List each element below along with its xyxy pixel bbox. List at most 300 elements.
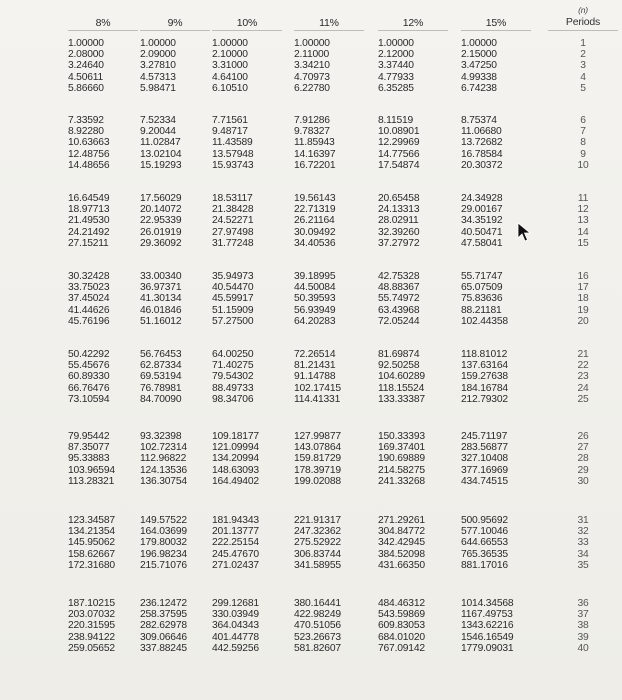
- header-divider: [140, 30, 210, 31]
- table-cell: 6.74238: [461, 82, 497, 94]
- period-number: 16: [577, 271, 589, 282]
- row-group: [461, 115, 531, 171]
- table-cell: 28.02911: [378, 215, 419, 227]
- table-cell: 13.02104: [140, 148, 182, 160]
- table-cell: 27.97498: [212, 226, 254, 238]
- row-group: [68, 515, 138, 571]
- table-cell: 16.78584: [461, 148, 503, 160]
- table-cell: 18.97713: [68, 204, 110, 216]
- table-cell: 283.56877: [461, 442, 508, 454]
- table-cell: 20.30372: [461, 159, 503, 171]
- row-group: [212, 431, 282, 487]
- table-cell: 2.11000: [294, 49, 330, 61]
- table-cell: 56.93949: [294, 304, 336, 316]
- table-cell: 327.10408: [461, 453, 508, 465]
- row-group: [212, 349, 282, 405]
- table-cell: 401.44778: [212, 631, 259, 643]
- table-cell: 1343.62216: [461, 620, 514, 632]
- table-cell: 136.30754: [140, 475, 187, 487]
- table-cell: 26.21164: [294, 215, 335, 227]
- period-number: 33: [577, 537, 589, 549]
- row-group: [68, 115, 138, 171]
- row-group: [294, 115, 364, 171]
- row-group: [212, 115, 282, 171]
- table-cell: 4.99338: [461, 71, 497, 83]
- row-group: [378, 349, 448, 405]
- table-cell: 523.26673: [294, 631, 341, 643]
- table-cell: 29.00167: [461, 204, 503, 216]
- table-cell: 21.38428: [212, 204, 254, 216]
- table-cell: 9.78327: [294, 126, 330, 138]
- header-divider: [461, 30, 531, 31]
- table-cell: 69.53194: [140, 371, 182, 383]
- row-group: [294, 349, 364, 405]
- table-cell: 47.58041: [461, 237, 503, 249]
- table-cell: 3.31000: [212, 60, 248, 72]
- table-cell: 11.43589: [212, 137, 253, 149]
- table-cell: 484.46312: [378, 598, 425, 609]
- table-cell: 881.17016: [461, 559, 508, 571]
- table-cell: 17.56029: [140, 193, 182, 204]
- table-cell: 14.48656: [68, 159, 110, 171]
- rate-column-8pct: [68, 0, 138, 700]
- rate-column-10pct: [212, 0, 282, 700]
- period-number: 23: [577, 371, 589, 383]
- period-number: 40: [577, 642, 589, 654]
- table-cell: 275.52922: [294, 537, 341, 549]
- table-cell: 73.10594: [68, 393, 110, 405]
- table-cell: 282.62978: [140, 620, 187, 632]
- table-cell: 21.49530: [68, 215, 110, 227]
- table-cell: 2.10000: [212, 49, 248, 61]
- table-cell: 124.13536: [140, 464, 187, 476]
- row-group: [212, 598, 282, 654]
- table-cell: 5.98471: [140, 82, 176, 94]
- table-cell: 143.07864: [294, 442, 341, 454]
- table-cell: 51.16012: [140, 315, 182, 327]
- period-number: 30: [577, 475, 589, 487]
- table-cell: 75.83636: [461, 293, 503, 305]
- table-cell: 34.40536: [294, 237, 336, 249]
- row-group: [461, 515, 531, 571]
- table-cell: 113.28321: [68, 475, 115, 487]
- row-group: [212, 515, 282, 571]
- table-cell: 169.37401: [378, 442, 425, 454]
- table-cell: 27.15211: [68, 237, 109, 249]
- period-number: 35: [577, 559, 589, 571]
- table-cell: 87.35077: [68, 442, 110, 454]
- table-cell: 442.59256: [212, 642, 259, 654]
- row-group: [140, 193, 210, 249]
- table-cell: 1167.49753: [461, 609, 513, 621]
- period-number: 19: [577, 304, 589, 316]
- row-group: [68, 271, 138, 327]
- table-cell: 60.89330: [68, 371, 110, 383]
- table-cell: 201.13777: [212, 526, 259, 538]
- table-cell: 40.50471: [461, 226, 503, 238]
- table-cell: 134.20994: [212, 453, 259, 465]
- table-cell: 29.36092: [140, 237, 182, 249]
- table-cell: 92.50258: [378, 360, 420, 372]
- table-cell: 50.39593: [294, 293, 336, 305]
- table-cell: 98.34706: [212, 393, 254, 405]
- table-cell: 11.85943: [294, 137, 335, 149]
- table-cell: 203.07032: [68, 609, 115, 621]
- table-cell: 26.01919: [140, 226, 182, 238]
- table-cell: 2.12000: [378, 49, 414, 61]
- table-cell: 72.05244: [378, 315, 420, 327]
- table-cell: 2.08000: [68, 49, 104, 61]
- row-group: [68, 598, 138, 654]
- period-number: 22: [577, 360, 589, 372]
- table-cell: 18.53117: [212, 193, 253, 204]
- period-number: 17: [577, 282, 589, 294]
- table-cell: 127.99877: [294, 431, 341, 442]
- row-group: [140, 431, 210, 487]
- table-cell: 577.10046: [461, 526, 508, 538]
- row-group: [378, 598, 448, 654]
- n-label: (n): [578, 5, 588, 15]
- period-number: 21: [577, 349, 589, 360]
- row-group: [378, 271, 448, 327]
- table-cell: 271.02437: [212, 559, 259, 571]
- table-cell: 114.41331: [294, 393, 341, 405]
- table-cell: 158.62667: [68, 548, 115, 560]
- period-number: 28: [577, 453, 589, 465]
- row-group: [68, 38, 138, 94]
- period-number: 3: [580, 60, 586, 72]
- table-cell: 31.77248: [212, 237, 254, 249]
- table-cell: 149.57522: [140, 515, 187, 526]
- table-cell: 7.91286: [294, 115, 330, 126]
- period-number: 18: [577, 293, 589, 305]
- table-cell: 187.10215: [68, 598, 115, 609]
- table-cell: 13.57948: [212, 148, 254, 160]
- table-cell: 118.15524: [378, 382, 425, 394]
- period-number: 32: [577, 526, 589, 538]
- table-cell: 199.02088: [294, 475, 341, 487]
- table-cell: 20.14072: [140, 204, 182, 216]
- period-number: 25: [577, 393, 589, 405]
- table-cell: 63.43968: [378, 304, 420, 316]
- table-cell: 2.09000: [140, 49, 176, 61]
- rate-header: 12%: [402, 17, 424, 29]
- table-cell: 179.80032: [140, 537, 187, 549]
- table-cell: 6.10510: [212, 82, 248, 94]
- table-cell: 39.18995: [294, 271, 336, 282]
- table-cell: 4.50611: [68, 71, 104, 83]
- table-cell: 30.32428: [68, 271, 110, 282]
- row-group: [212, 38, 282, 94]
- period-number: 36: [577, 598, 589, 609]
- period-number: 2: [580, 49, 586, 61]
- table-cell: 1546.16549: [461, 631, 514, 643]
- header-divider: [68, 30, 138, 31]
- table-cell: 55.74972: [378, 293, 420, 305]
- table-cell: 36.97371: [140, 282, 182, 294]
- table-cell: 45.59917: [212, 293, 254, 305]
- periods-header: Periods: [565, 16, 601, 28]
- table-cell: 271.29261: [378, 515, 425, 526]
- table-cell: 95.33883: [68, 453, 110, 465]
- row-group: [461, 349, 531, 405]
- table-cell: 17.54874: [378, 159, 420, 171]
- table-cell: 543.59869: [378, 609, 425, 621]
- rate-column-9pct: [140, 0, 210, 700]
- table-cell: 1.00000: [68, 38, 104, 49]
- header-divider: [548, 30, 618, 31]
- table-cell: 306.83744: [294, 548, 341, 560]
- table-cell: 30.09492: [294, 226, 336, 238]
- table-cell: 37.27972: [378, 237, 420, 249]
- period-number: 31: [577, 515, 589, 526]
- table-cell: 9.20044: [140, 126, 176, 138]
- table-cell: 222.25154: [212, 537, 259, 549]
- table-cell: 7.33592: [68, 115, 104, 126]
- table-cell: 3.27810: [140, 60, 176, 72]
- row-group: [68, 431, 138, 487]
- table-cell: 33.75023: [68, 282, 110, 294]
- table-cell: 11.02847: [140, 137, 181, 149]
- table-cell: 15.93743: [212, 159, 254, 171]
- period-group: [548, 598, 618, 654]
- table-cell: 259.05652: [68, 642, 115, 654]
- table-cell: 12.48756: [68, 148, 110, 160]
- table-cell: 221.91317: [294, 515, 341, 526]
- period-group: [548, 115, 618, 171]
- table-cell: 11.06680: [461, 126, 502, 138]
- period-number: 14: [577, 226, 589, 238]
- period-group: [548, 515, 618, 571]
- table-cell: 304.84772: [378, 526, 425, 538]
- table-cell: 19.56143: [294, 193, 336, 204]
- table-cell: 51.15909: [212, 304, 254, 316]
- period-group: [548, 271, 618, 327]
- rate-header: 8%: [95, 17, 111, 29]
- table-cell: 258.37595: [140, 609, 187, 621]
- table-cell: 245.47670: [212, 548, 259, 560]
- row-group: [461, 271, 531, 327]
- table-cell: 93.32398: [140, 431, 182, 442]
- table-cell: 470.51056: [294, 620, 341, 632]
- row-group: [212, 271, 282, 327]
- table-cell: 364.04343: [212, 620, 259, 632]
- header-divider: [378, 30, 448, 31]
- period-number: 37: [577, 609, 589, 621]
- table-cell: 44.50084: [294, 282, 336, 294]
- table-cell: 644.66553: [461, 537, 508, 549]
- table-cell: 238.94122: [68, 631, 115, 643]
- table-cell: 37.45024: [68, 293, 110, 305]
- table-cell: 181.94343: [212, 515, 259, 526]
- table-cell: 4.64100: [212, 71, 248, 83]
- table-cell: 137.63164: [461, 360, 508, 372]
- row-group: [68, 349, 138, 405]
- table-cell: 56.76453: [140, 349, 182, 360]
- period-number: 29: [577, 464, 589, 476]
- row-group: [68, 193, 138, 249]
- table-cell: 341.58955: [294, 559, 341, 571]
- table-cell: 91.14788: [294, 371, 336, 383]
- table-cell: 1.00000: [461, 38, 497, 49]
- period-number: 10: [577, 159, 589, 171]
- table-cell: 330.03949: [212, 609, 259, 621]
- table-cell: 8.11519: [378, 115, 414, 126]
- table-cell: 4.57313: [140, 71, 176, 83]
- table-cell: 57.27500: [212, 315, 254, 327]
- row-group: [140, 115, 210, 171]
- table-cell: 33.00340: [140, 271, 182, 282]
- period-number: 5: [580, 82, 586, 94]
- table-cell: 41.30134: [140, 293, 182, 305]
- table-cell: 1.00000: [294, 38, 330, 49]
- table-cell: 32.39260: [378, 226, 420, 238]
- table-cell: 50.42292: [68, 349, 110, 360]
- row-group: [140, 38, 210, 94]
- table-cell: 42.75328: [378, 271, 420, 282]
- table-cell: 16.72201: [294, 159, 336, 171]
- table-cell: 431.66350: [378, 559, 425, 571]
- table-cell: 1.00000: [212, 38, 248, 49]
- table-cell: 65.07509: [461, 282, 503, 294]
- period-number: 13: [577, 215, 589, 227]
- row-group: [212, 193, 282, 249]
- table-cell: 500.95692: [461, 515, 508, 526]
- row-group: [378, 193, 448, 249]
- table-cell: 14.16397: [294, 148, 336, 160]
- period-number: 11: [577, 193, 589, 204]
- table-cell: 66.76476: [68, 382, 110, 394]
- period-number: 15: [577, 237, 589, 249]
- table-cell: 380.16441: [294, 598, 341, 609]
- table-cell: 123.34587: [68, 515, 115, 526]
- row-group: [294, 38, 364, 94]
- rate-header: 10%: [236, 17, 258, 29]
- table-cell: 609.83053: [378, 620, 425, 632]
- period-group: [548, 431, 618, 487]
- table-cell: 13.72682: [461, 137, 503, 149]
- row-group: [140, 271, 210, 327]
- table-cell: 109.18177: [212, 431, 259, 442]
- table-cell: 88.49733: [212, 382, 254, 394]
- period-number: 34: [577, 548, 589, 560]
- table-cell: 1.00000: [378, 38, 414, 49]
- table-cell: 84.70090: [140, 393, 182, 405]
- period-group: [548, 349, 618, 405]
- table-cell: 299.12681: [212, 598, 259, 609]
- table-cell: 8.92280: [68, 126, 104, 138]
- row-group: [378, 115, 448, 171]
- table-cell: 337.88245: [140, 642, 187, 654]
- table-cell: 35.94973: [212, 271, 254, 282]
- table-cell: 103.96594: [68, 464, 115, 476]
- table-cell: 104.60289: [378, 371, 425, 383]
- period-number: 24: [577, 382, 589, 394]
- row-group: [294, 271, 364, 327]
- table-cell: 102.72314: [140, 442, 187, 454]
- table-cell: 88.21181: [461, 304, 502, 316]
- table-cell: 34.35192: [461, 215, 503, 227]
- table-cell: 64.00250: [212, 349, 254, 360]
- row-group: [294, 515, 364, 571]
- table-cell: 164.03699: [140, 526, 187, 538]
- table-cell: 377.16969: [461, 464, 508, 476]
- row-group: [140, 349, 210, 405]
- table-cell: 46.01846: [140, 304, 182, 316]
- table-cell: 4.77933: [378, 71, 414, 83]
- table-cell: 6.35285: [378, 82, 414, 94]
- period-number: 12: [577, 204, 589, 216]
- table-cell: 196.98234: [140, 548, 187, 560]
- table-cell: 212.79302: [461, 393, 508, 405]
- rate-column-12pct: [378, 0, 448, 700]
- table-cell: 41.44626: [68, 304, 110, 316]
- table-cell: 342.42945: [378, 537, 425, 549]
- table-cell: 8.75374: [461, 115, 497, 126]
- table-cell: 148.63093: [212, 464, 259, 476]
- period-number: 20: [577, 315, 589, 327]
- table-cell: 145.95062: [68, 537, 115, 549]
- row-group: [461, 38, 531, 94]
- table-cell: 45.76196: [68, 315, 110, 327]
- period-group: [548, 38, 618, 94]
- table-cell: 48.88367: [378, 282, 420, 294]
- rate-column-15pct: [461, 0, 531, 700]
- table-cell: 184.16784: [461, 382, 508, 394]
- row-group: [140, 515, 210, 571]
- table-cell: 16.64549: [68, 193, 110, 204]
- table-cell: 5.86660: [68, 82, 104, 94]
- table-cell: 12.29969: [378, 137, 420, 149]
- table-cell: 245.71197: [461, 431, 508, 442]
- table-cell: 215.71076: [140, 559, 187, 571]
- table-cell: 72.26514: [294, 349, 336, 360]
- table-cell: 9.48717: [212, 126, 248, 138]
- table-cell: 236.12472: [140, 598, 187, 609]
- table-cell: 172.31680: [68, 559, 115, 571]
- table-cell: 3.24640: [68, 60, 104, 72]
- table-cell: 55.45676: [68, 360, 110, 372]
- row-group: [294, 431, 364, 487]
- table-cell: 178.39719: [294, 464, 341, 476]
- table-cell: 112.96822: [140, 453, 187, 465]
- table-cell: 22.71319: [294, 204, 336, 216]
- table-cell: 2.15000: [461, 49, 497, 61]
- table-cell: 76.78981: [140, 382, 182, 394]
- header-divider: [294, 30, 364, 31]
- row-group: [378, 431, 448, 487]
- row-group: [378, 515, 448, 571]
- table-cell: 24.21492: [68, 226, 110, 238]
- table-cell: 3.47250: [461, 60, 497, 72]
- table-cell: 190.69889: [378, 453, 425, 465]
- table-cell: 102.17415: [294, 382, 341, 394]
- table-cell: 3.37440: [378, 60, 414, 72]
- period-number: 26: [577, 431, 589, 442]
- rate-header: 15%: [485, 17, 507, 29]
- row-group: [461, 431, 531, 487]
- period-number: 8: [580, 137, 586, 149]
- period-number: 1: [580, 38, 586, 49]
- row-group: [378, 38, 448, 94]
- table-cell: 118.81012: [461, 349, 508, 360]
- table-cell: 159.81729: [294, 453, 341, 465]
- table-cell: 102.44358: [461, 315, 508, 327]
- table-cell: 7.52334: [140, 115, 176, 126]
- row-group: [140, 598, 210, 654]
- table-cell: 684.01020: [378, 631, 425, 643]
- table-cell: 55.71747: [461, 271, 503, 282]
